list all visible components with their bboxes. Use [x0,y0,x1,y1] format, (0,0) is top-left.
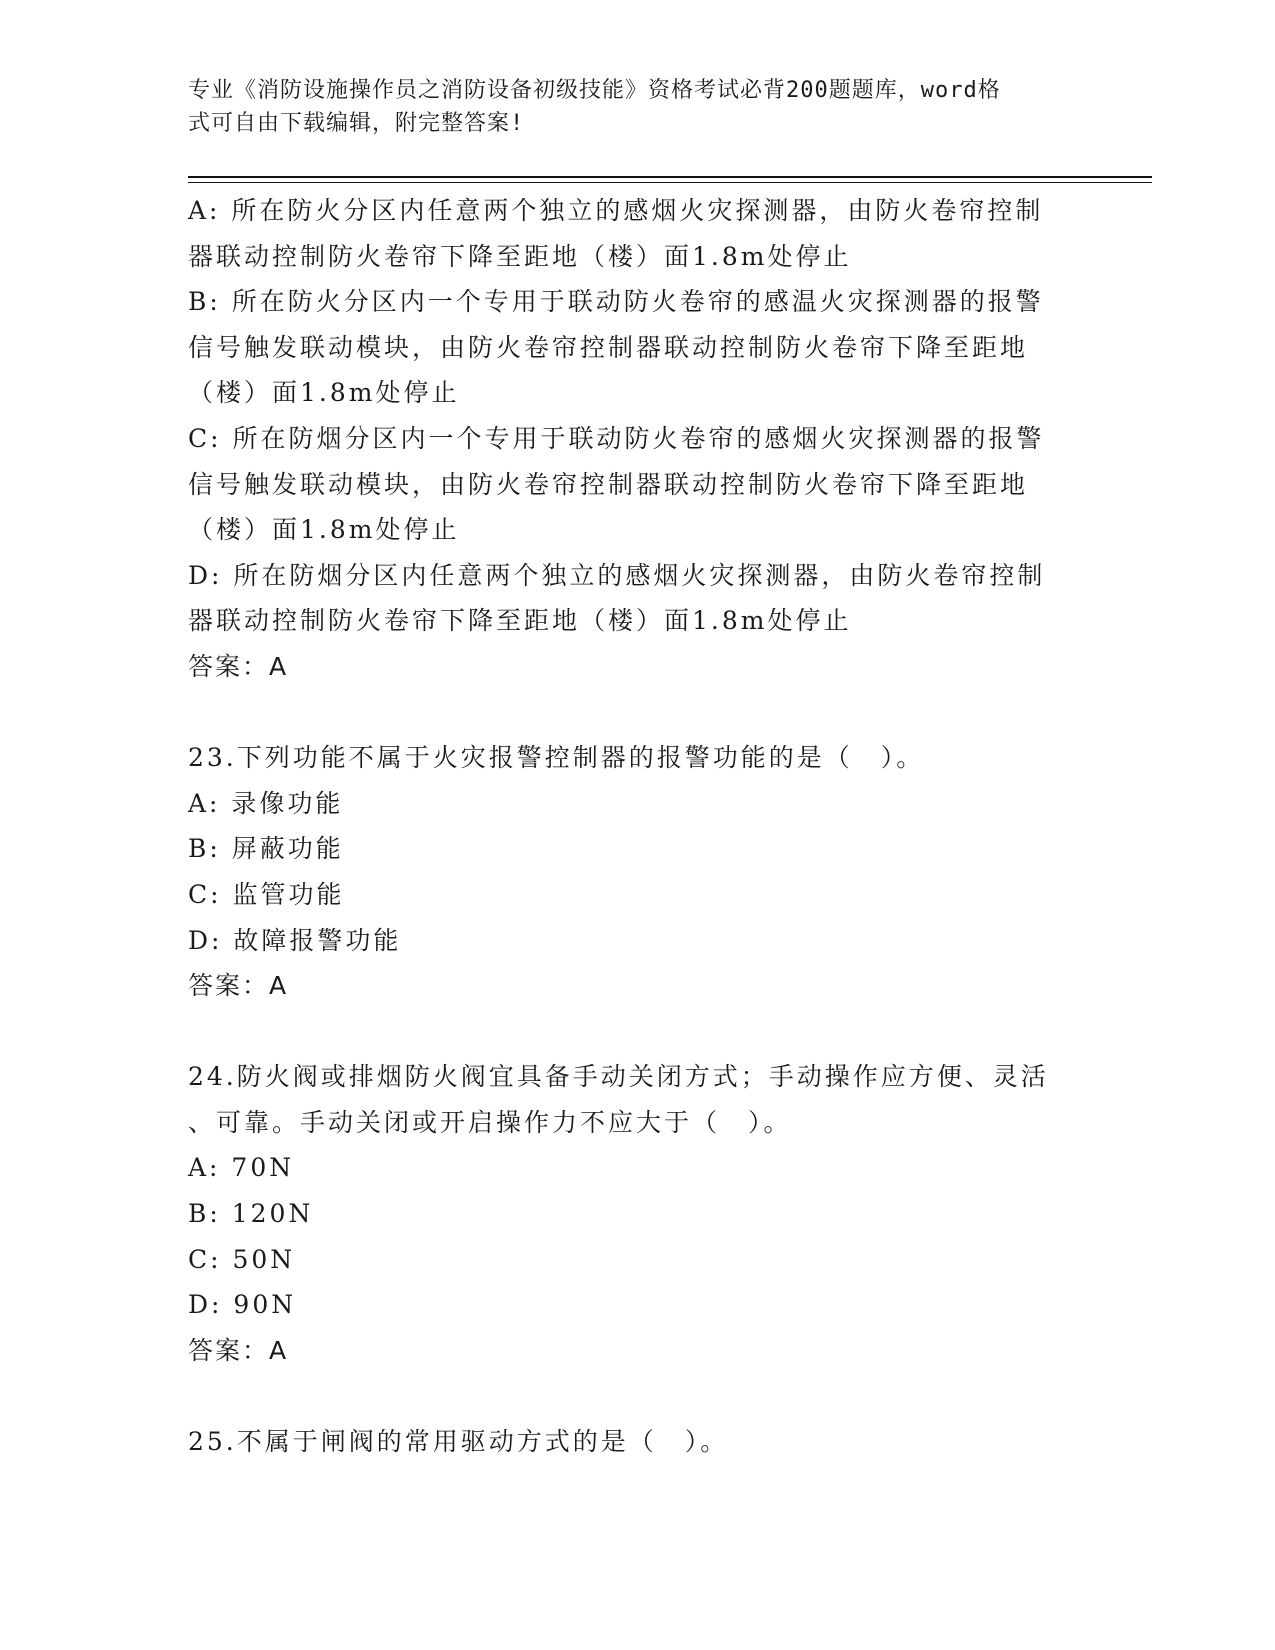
question-25-text: 25.不属于闸阀的常用驱动方式的是（ ）。 [188,1427,729,1457]
question-22 [188,188,1088,690]
option-b-line-2: 信号触发联动模块，由防火卷帘控制器联动控制防火卷帘下降至距地 [188,332,1029,362]
answer-22: 答案：A [188,651,289,681]
question-23-text: 23.下列功能不属于火灾报警控制器的报警功能的是（ ）。 [188,743,925,773]
document-header [188,74,1068,140]
header-divider-thin [188,182,1152,183]
question-list [188,188,1088,1465]
question-23 [188,735,1088,1009]
spacer [188,690,1088,736]
header-title-line-1: 专业《消防设施操作员之消防设备初级技能》资格考试必背200题题库，word格 [188,78,1001,103]
question-24-text-line-1: 24.防火阀或排烟防火阀宜具备手动关闭方式；手动操作应方便、灵活 [188,1062,1049,1092]
header-title-line-2: 式可自由下载编辑，附完整答案! [188,111,525,136]
option-b-line-1: B: 所在防火分区内一个专用于联动防火卷帘的感温火灾探测器的报警 [188,287,1044,317]
option-d: D: 故障报警功能 [188,925,402,955]
option-b: B: 120N [188,1199,314,1229]
option-d: D: 90N [188,1290,297,1320]
header-divider-thick [188,176,1152,178]
answer-24: 答案：A [188,1335,289,1365]
option-d-line-2: 器联动控制防火卷帘下降至距地（楼）面1.8m处停止 [188,606,852,636]
question-24 [188,1054,1088,1373]
option-c-line-3: （楼）面1.8m处停止 [188,515,460,545]
option-a: A: 录像功能 [188,788,344,818]
question-24-text-line-2: 、可靠。手动关闭或开启操作力不应大于（ ）。 [188,1107,792,1137]
option-b-line-3: （楼）面1.8m处停止 [188,378,460,408]
option-a-line-1: A: 所在防火分区内任意两个独立的感烟火灾探测器，由防火卷帘控制 [188,196,1044,225]
spacer [188,1009,1088,1055]
answer-23: 答案：A [188,971,289,1001]
option-c-line-2: 信号触发联动模块，由防火卷帘控制器联动控制防火卷帘下降至距地 [188,469,1029,499]
option-c: C: 50N [188,1244,296,1274]
option-d-line-1: D: 所在防烟分区内任意两个独立的感烟火灾探测器，由防火卷帘控制 [188,560,1046,590]
spacer [188,1373,1088,1419]
question-25 [188,1419,1088,1465]
option-a-line-2: 器联动控制防火卷帘下降至距地（楼）面1.8m处停止 [188,241,852,271]
option-c-line-1: C: 所在防烟分区内一个专用于联动防火卷帘的感烟火灾探测器的报警 [188,423,1045,453]
option-a: A: 70N [188,1153,295,1183]
option-b: B: 屏蔽功能 [188,834,344,864]
option-c: C: 监管功能 [188,879,345,909]
